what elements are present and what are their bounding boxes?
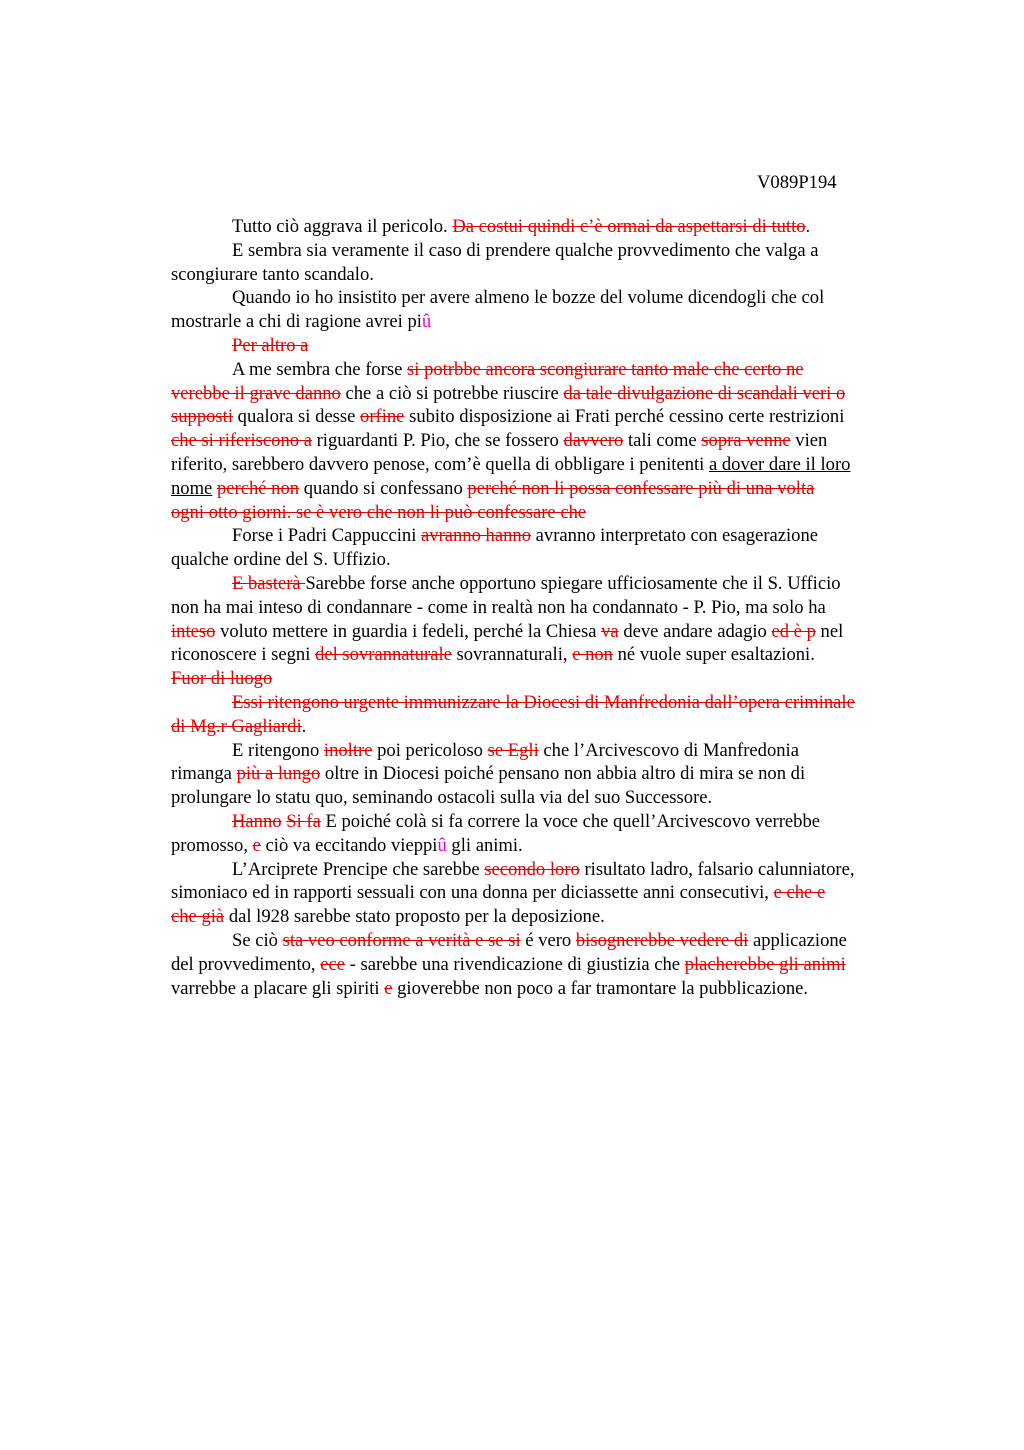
- deleted-text: potrbbe ancora scongiurare tanto male che certo ne: [419, 358, 804, 380]
- deleted-text: se Egli: [487, 739, 539, 761]
- text: risultato ladro, falsario calunniatore,: [579, 858, 855, 880]
- deleted-text: più a lungo: [236, 763, 321, 785]
- text: A me sembra che forse: [232, 358, 408, 380]
- deleted-text: va: [601, 620, 619, 642]
- paragraph-7: [171, 572, 933, 667]
- deleted-text: che si riferiscono a: [171, 430, 312, 452]
- deleted-text: inteso: [171, 620, 216, 642]
- paragraph-10: [171, 739, 933, 810]
- document-id: V089P194: [757, 172, 837, 193]
- deleted-text: E basterà: [232, 572, 306, 594]
- text: sovrannaturali,: [451, 644, 573, 666]
- text: .: [805, 216, 811, 237]
- text: tali come: [623, 430, 702, 452]
- text: E poiché colà si fa correre la voce che quell’Arcivescovo verrebbe: [320, 810, 821, 832]
- text: mostrarle a chi di ragione avrei pi: [171, 311, 422, 333]
- text: - sarebbe una rivendicazione di giustizia che: [345, 953, 685, 975]
- paragraph-13: [171, 929, 933, 1000]
- deleted-text: Per altro a: [232, 334, 309, 356]
- text: deve andare adagio: [618, 620, 772, 642]
- deleted-text: perché non li possa confessare più di una volta: [467, 477, 815, 499]
- deleted-text: e non: [572, 644, 613, 666]
- text: vien: [790, 430, 828, 452]
- text: promosso,: [171, 834, 253, 856]
- deleted-text: e che e: [773, 882, 826, 904]
- text: gli animi.: [446, 834, 523, 856]
- paragraph-1: [171, 215, 933, 239]
- deleted-text: orfine: [360, 406, 405, 428]
- deleted-text: sta veo conforme a verità e se si: [282, 929, 521, 951]
- paragraph-11: [171, 810, 933, 858]
- text: che l’Arcivescovo di Manfredonia: [538, 739, 799, 761]
- text: Se ciò: [232, 929, 283, 951]
- paragraph-12: [171, 858, 933, 929]
- paragraph-5: [171, 358, 933, 525]
- text: prolungare lo statu quo, seminando ostacoli sulla via del suo Successore.: [171, 787, 713, 809]
- text: scongiurare tanto scandalo.: [171, 263, 374, 285]
- text: voluto mettere in guardia i fedeli, perché la Chiesa: [215, 620, 602, 642]
- text: avranno interpretato con esagerazione: [531, 525, 819, 547]
- deleted-text: ed è p: [771, 620, 816, 642]
- underlined-text: a dover dare il loro: [708, 453, 851, 475]
- text: riguardanti P. Pio, che se fossero: [311, 430, 564, 452]
- text: nel: [815, 620, 844, 642]
- text: oltre in Diocesi poiché pensano non abbia altro di mira se non di: [320, 763, 806, 785]
- text: .: [301, 715, 307, 737]
- paragraph-9: [171, 691, 933, 739]
- deleted-text: perché non: [216, 477, 300, 499]
- text: Sarebbe forse anche opportuno spiegare ufficiosamente che il S. Ufficio: [305, 572, 841, 594]
- paragraph-8: [171, 667, 933, 691]
- deleted-text: inoltre: [323, 739, 373, 761]
- deleted-text: sopra venne: [701, 430, 791, 452]
- text: Quando io ho insistito per avere almeno le bozze del volume dicendogli che col: [232, 287, 825, 309]
- inserted-char: û: [437, 834, 447, 856]
- deleted-text: Hanno: [232, 810, 282, 832]
- text: Tutto ciò aggrava il pericolo.: [232, 216, 453, 237]
- underlined-text: nome: [171, 477, 213, 499]
- inserted-char: û: [421, 311, 432, 333]
- deleted-text: verebbe il grave danno: [171, 382, 341, 404]
- paragraph-6: [171, 524, 933, 572]
- deleted-text: avranno hanno: [421, 525, 531, 547]
- text: non ha mai inteso di condannare - come in realtà non ha condannato - P. Pio, ma solo ha: [171, 596, 826, 618]
- deleted-text: si: [407, 358, 420, 380]
- text: E ritengono: [232, 739, 324, 761]
- paragraph-3: [171, 286, 933, 334]
- text: qualche ordine del S. Uffizio.: [171, 549, 391, 571]
- text: poi pericoloso: [372, 739, 488, 761]
- deleted-text: placherebbe gli animi: [684, 953, 846, 975]
- deleted-text: davvero: [563, 430, 624, 452]
- text: rimanga: [171, 763, 237, 785]
- text: simoniaco ed in rapporti sessuali con una donna per diciassette anni consecutivi,: [171, 882, 774, 904]
- deleted-text: supposti: [171, 406, 233, 428]
- deleted-text: Da costui quindi c’è ormai da aspettarsi di tutto: [452, 216, 806, 237]
- text: del provvedimento,: [171, 953, 321, 975]
- text: é vero: [520, 929, 576, 951]
- text: varrebbe a placare gli spiriti: [171, 977, 385, 999]
- deleted-text: che già: [171, 906, 225, 928]
- deleted-text: ogni otto giorni. se è vero che non li può confessare che: [171, 501, 587, 523]
- text: L’Arciprete Prencipe che sarebbe: [232, 858, 485, 880]
- deleted-text: bisognerebbe vedere di: [575, 929, 749, 951]
- paragraph-2: [171, 239, 933, 287]
- deleted-text: da tale divulgazione di scandali veri o: [563, 382, 846, 404]
- text: qualora si desse: [233, 406, 361, 428]
- text: riconoscere i segni: [171, 644, 316, 666]
- text: applicazione: [748, 929, 847, 951]
- deleted-text: e: [252, 834, 261, 856]
- text: ciò va eccitando vieppi: [260, 834, 438, 856]
- deleted-text: e: [384, 977, 393, 999]
- deleted-text: Fuor di luogo: [171, 668, 273, 690]
- deleted-text: del sovrannaturale: [315, 644, 452, 666]
- deleted-text: di Mg.r Gagliardi: [171, 715, 302, 737]
- text: quando si confessano: [299, 477, 468, 499]
- text: né vuole super esaltazioni.: [612, 644, 815, 666]
- deleted-text: Essi ritengono urgente immunizzare la Diocesi di Manfredonia dall’opera criminale: [232, 691, 855, 713]
- deleted-text: Si fa: [286, 810, 321, 832]
- text: gioverebbe non poco a far tramontare la pubblicazione.: [392, 977, 809, 999]
- text: che a ciò si potrebbe riuscire: [340, 382, 564, 404]
- paragraph-4: [171, 334, 933, 358]
- document-body: [171, 215, 933, 1000]
- text: E sembra sia veramente il caso di prendere qualche provvedimento che valga a: [232, 239, 819, 261]
- text: Forse i Padri Cappuccini: [232, 525, 422, 547]
- deleted-text: secondo loro: [484, 858, 580, 880]
- text: subito disposizione ai Frati perché cessino certe restrizioni: [404, 406, 845, 428]
- text: dal l928 sarebbe stato proposto per la deposizione.: [224, 906, 605, 928]
- deleted-text: ece: [320, 953, 345, 975]
- text: riferito, sarebbero davvero penose, com’è quella di obbligare i penitenti: [171, 453, 709, 475]
